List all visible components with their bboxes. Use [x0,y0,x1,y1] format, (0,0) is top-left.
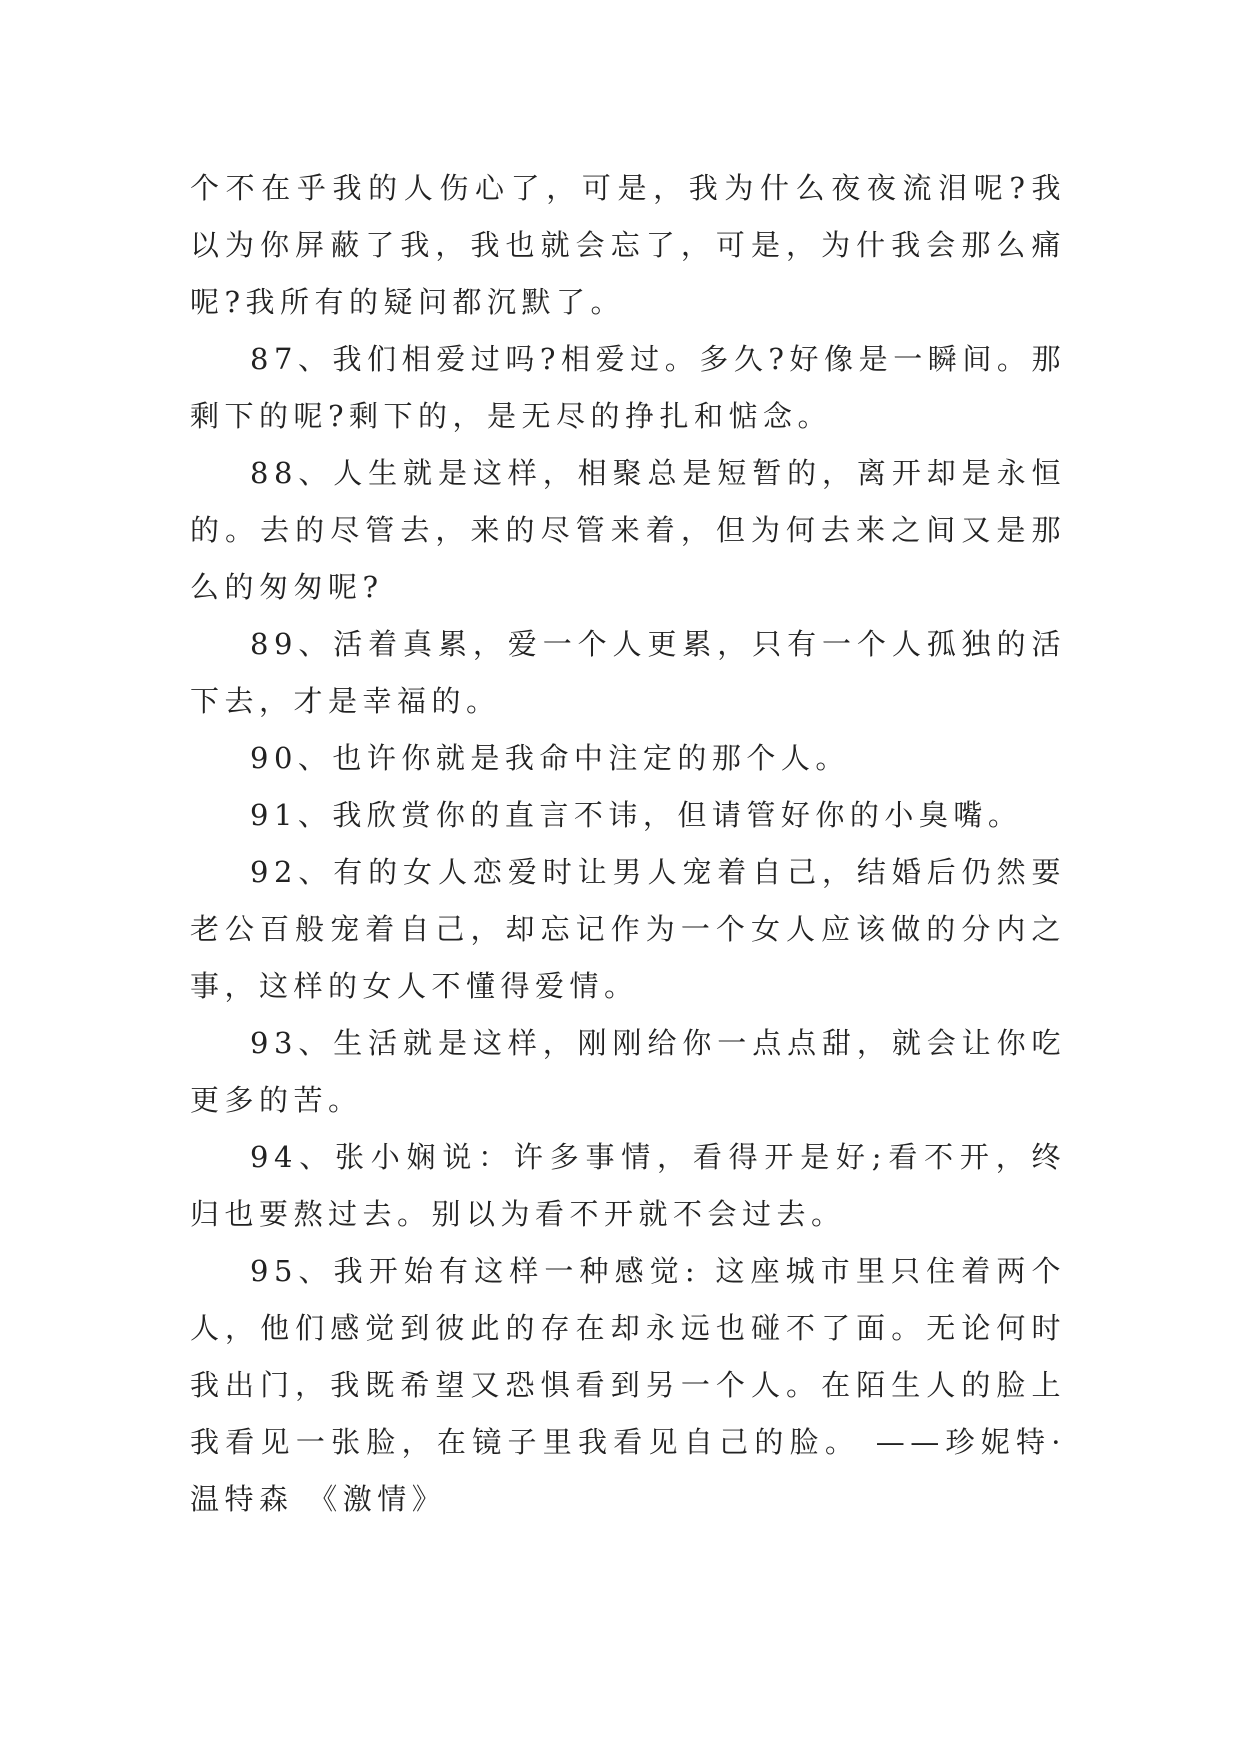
paragraph-88: 88、人生就是这样，相聚总是短暂的，离开却是永恒的。去的尽管去，来的尽管来着，但为何去来之间又是那么的匆匆呢? [190,456,1066,604]
paragraph-91: 91、我欣赏你的直言不讳，但请管好你的小臭嘴。 [250,798,1023,832]
paragraph-94: 94、张小娴说：许多事情，看得开是好;看不开，终归也要熬过去。别以为看不开就不会过去。 [190,1140,1066,1231]
paragraph-89: 89、活着真累，爱一个人更累，只有一个人孤独的活下去，才是幸福的。 [190,627,1066,718]
document-body [190,160,1066,1528]
paragraph-continued: 个不在乎我的人伤心了，可是，我为什么夜夜流泪呢?我以为你屏蔽了我，我也就会忘了，可是，为什我会那么痛呢?我所有的疑问都沉默了。 [190,171,1066,319]
paragraph-92: 92、有的女人恋爱时让男人宠着自己，结婚后仍然要老公百般宠着自己，却忘记作为一个女人应该做的分内之事，这样的女人不懂得爱情。 [190,855,1066,1003]
paragraph-90: 90、也许你就是我命中注定的那个人。 [250,741,850,775]
paragraph-93: 93、生活就是这样，刚刚给你一点点甜，就会让你吃更多的苦。 [190,1026,1066,1117]
paragraph-87: 87、我们相爱过吗?相爱过。多久?好像是一瞬间。那剩下的呢?剩下的，是无尽的挣扎和惦念。 [190,342,1066,433]
paragraph-95: 95、我开始有这样一种感觉: 这座城市里只住着两个人，他们感觉到彼此的存在却永远也碰不了面。无论何时我出门，我既希望又恐惧看到另一个人。在陌生人的脸上我看见一张脸，在镜子里我看见自己的脸。 ——珍妮特·温特森 《激情》 [190,1254,1066,1516]
